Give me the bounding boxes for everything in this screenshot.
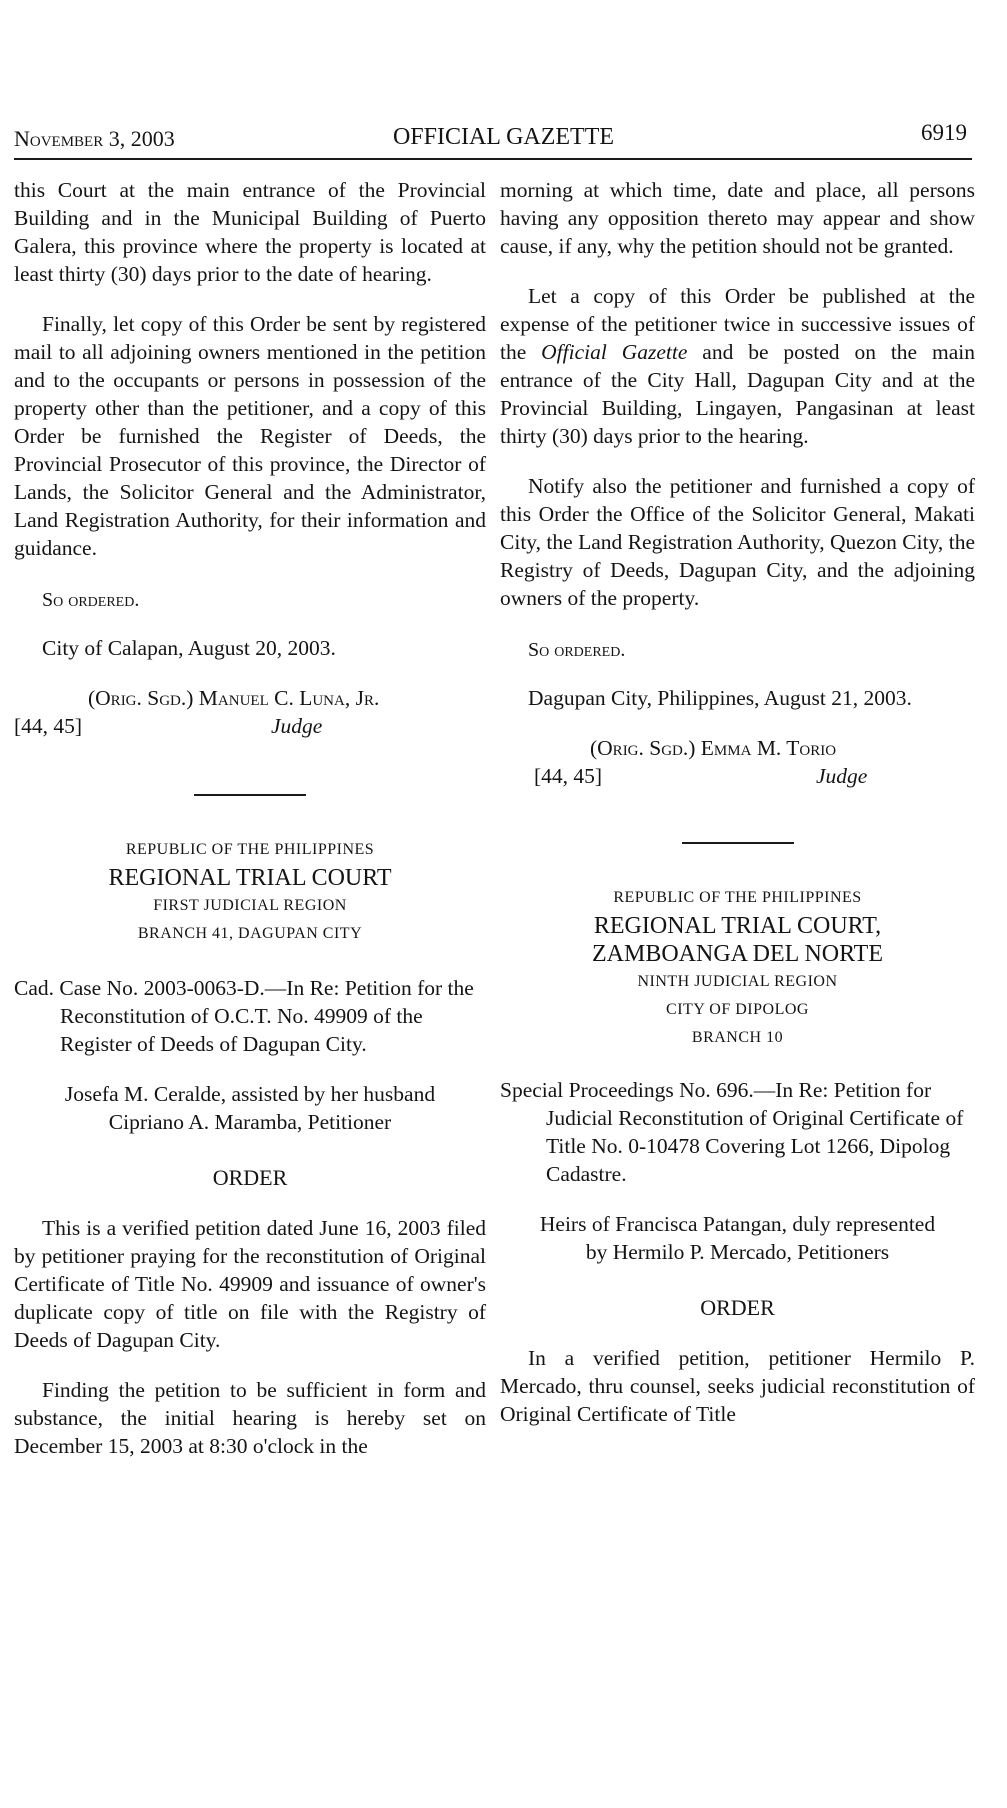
right-paragraph-2-text-end: and be posted on the main entrance of the City Hall, Dagupan City and at the Provincial Building, Lingayen, Pangasinan at least thirty (30) days prior to the hearing. [500, 340, 975, 448]
gazette-name: Official Gazette [541, 340, 688, 364]
court-name-line-1: REGIONAL TRIAL COURT, [593, 913, 882, 939]
court-branch: BRANCH 41, DAGUPAN CITY [137, 925, 363, 942]
right-paragraph-2-text: Let a copy of this Order be published at the expense of the petitioner twice in successive issues of the [500, 284, 975, 364]
court-branch: BRANCH 10 [691, 1029, 784, 1046]
header-date: November 3, 2003 [14, 126, 175, 151]
order-heading: ORDER [212, 1165, 288, 1190]
parties-line-2: Cipriano A. Maramba, Petitioner [108, 1110, 392, 1134]
case-title: Cad. Case No. 2003-0063-D.—In Re: Petition for the Reconstitution of O.C.T. No. 49909 of the Register of Deeds of Dagupan City. [14, 976, 474, 1056]
place-date: Dagupan City, Philippines, August 21, 2003. [528, 686, 912, 710]
issue-reference: [44, 45] [534, 764, 603, 788]
right-paragraph-4: In a verified petition, petitioner Hermilo P. Mercado, thru counsel, seeks judicial reconstitution of Original Certificate of Title [500, 1346, 975, 1426]
left-paragraph-1: this Court at the main entrance of the Provincial Building and in the Municipal Building of Puerto Galera, this province where the property is located at least thirty (30) days prior to the date of hearing. [14, 178, 486, 286]
page-number: 6919 [921, 120, 967, 145]
case-title: Special Proceedings No. 696.—In Re: Petition for Judicial Reconstitution of Original Certificate of Title No. 0-10478 Covering Lot 1266, Dipolog Cadastre. [500, 1078, 964, 1186]
signature-line: (Orig. Sgd.) Manuel C. Luna, Jr. [88, 686, 380, 710]
section-separator [682, 842, 794, 844]
section-separator [194, 794, 306, 796]
court-name-line-2: ZAMBOANGA DEL NORTE [592, 941, 883, 967]
left-column [14, 176, 486, 1460]
court-city: CITY OF DIPOLOG [666, 1001, 809, 1018]
court-heading [500, 884, 975, 1052]
judge-row [14, 712, 486, 740]
judge-row [500, 762, 975, 790]
left-paragraph-3: This is a verified petition dated June 16, 2003 filed by petitioner praying for the reconstitution of Original Certificate of Title No. 49909 and issuance of owner's duplicate copy of title on file with the Registry of Deeds of Dagupan City. [14, 1216, 486, 1352]
judge-title: Judge [271, 714, 323, 738]
parties-line-1: Heirs of Francisca Patangan, duly represented [539, 1212, 936, 1236]
parties [14, 1080, 486, 1136]
court-name: REGIONAL TRIAL COURT [108, 865, 392, 891]
place-date: City of Calapan, August 20, 2003. [42, 636, 336, 660]
parties-line-1: Josefa M. Ceralde, assisted by her husband [64, 1082, 436, 1106]
judge-title: Judge [816, 764, 868, 788]
publication-title: OFFICIAL GAZETTE [392, 124, 615, 150]
so-ordered: So ordered. [42, 589, 140, 611]
right-paragraph-2 [500, 282, 975, 450]
header-rule [14, 158, 972, 160]
court-region: NINTH JUDICIAL REGION [637, 973, 838, 990]
parties [500, 1210, 975, 1266]
so-ordered: So ordered. [528, 639, 626, 661]
court-heading [14, 836, 486, 948]
left-paragraph-2: Finally, let copy of this Order be sent by registered mail to all adjoining owners mentioned in the petition and to the occupants or persons in possession of the property other than the petitioner, and a copy of this Order be furnished the Register of Deeds, the Provincial Prosecutor of this province, the Director of Lands, the Solicitor General and the Administrator, Land Registration Authority, for their information and guidance. [14, 312, 486, 560]
parties-line-2: by Hermilo P. Mercado, Petitioners [585, 1240, 890, 1264]
left-paragraph-4: Finding the petition to be sufficient in form and substance, the initial hearing is hereby set on December 15, 2003 at 8:30 o'clock in the [14, 1378, 486, 1458]
right-paragraph-1: morning at which time, date and place, all persons having any opposition thereto may appear and show cause, if any, why the petition should not be granted. [500, 178, 975, 258]
right-paragraph-3: Notify also the petitioner and furnished a copy of this Order the Office of the Solicitor General, Makati City, the Land Registration Authority, Quezon City, the Registry of Deeds, Dagupan City, and the adjoining owners of the property. [500, 474, 975, 610]
issue-reference: [44, 45] [14, 714, 83, 738]
order-heading: ORDER [700, 1295, 775, 1320]
signature-line: (Orig. Sgd.) Emma M. Torio [590, 736, 837, 760]
court-region: FIRST JUDICIAL REGION [153, 897, 347, 914]
right-column [500, 176, 975, 1428]
court-republic: REPUBLIC OF THE PHILIPPINES [125, 841, 375, 858]
court-republic: REPUBLIC OF THE PHILIPPINES [613, 889, 862, 906]
